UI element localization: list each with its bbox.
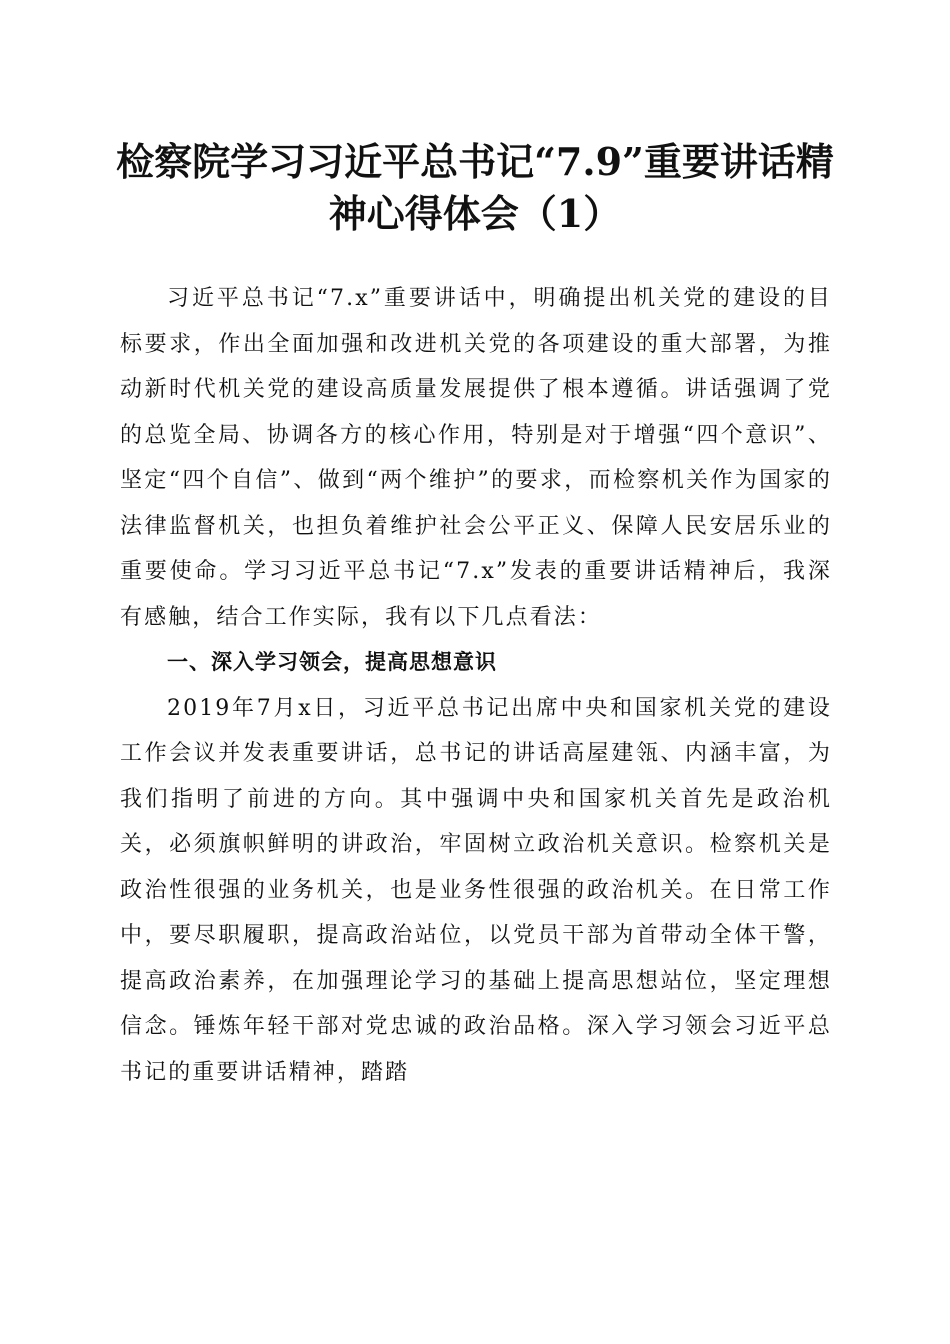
paragraph-intro: 习近平总书记“7.x”重要讲话中，明确提出机关党的建设的目标要求，作出全面加强和改进机关党的各项建设的重大部署，为推动新时代机关党的建设高质量发展提供了根本遵循。讲话强调了党的总览全局、协调各方的核心作用，特别是对于增强“四个意识”、坚定“四个自信”、做到“两个维护”的要求，而检察机关作为国家的法律监督机关，也担负着维护社会公平正义、保障人民安居乐业的重要使命。学习习近平总书记“7.x”发表的重要讲话精神后，我深有感触，结合工作实际，我有以下几点看法： <box>120 286 832 630</box>
title-line-1: 检察院学习习近平总书记“7.9”重要讲话精 <box>116 139 834 184</box>
title-line-2: 神心得体会（1） <box>328 191 622 236</box>
document-title <box>100 136 850 240</box>
section-heading-1: 一、深入学习领会，提高思想意识 <box>167 650 497 674</box>
document-body <box>120 276 832 1095</box>
paragraph-section-1: 2019年7月x日，习近平总书记出席中央和国家机关党的建设工作会议并发表重要讲话，总书记的讲话高屋建瓴、内涵丰富，为我们指明了前进的方向。其中强调中央和国家机关首先是政治机关，必须旗帜鲜明的讲政治，牢固树立政治机关意识。检察机关是政治性很强的业务机关，也是业务性很强的政治机关。在日常工作中，要尽职履职，提高政治站位，以党员干部为首带动全体干警，提高政治素养，在加强理论学习的基础上提高思想站位，坚定理想信念。锤炼年轻干部对党忠诚的政治品格。深入学习领会习近平总书记的重要讲话精神，踏踏 <box>120 695 832 1085</box>
